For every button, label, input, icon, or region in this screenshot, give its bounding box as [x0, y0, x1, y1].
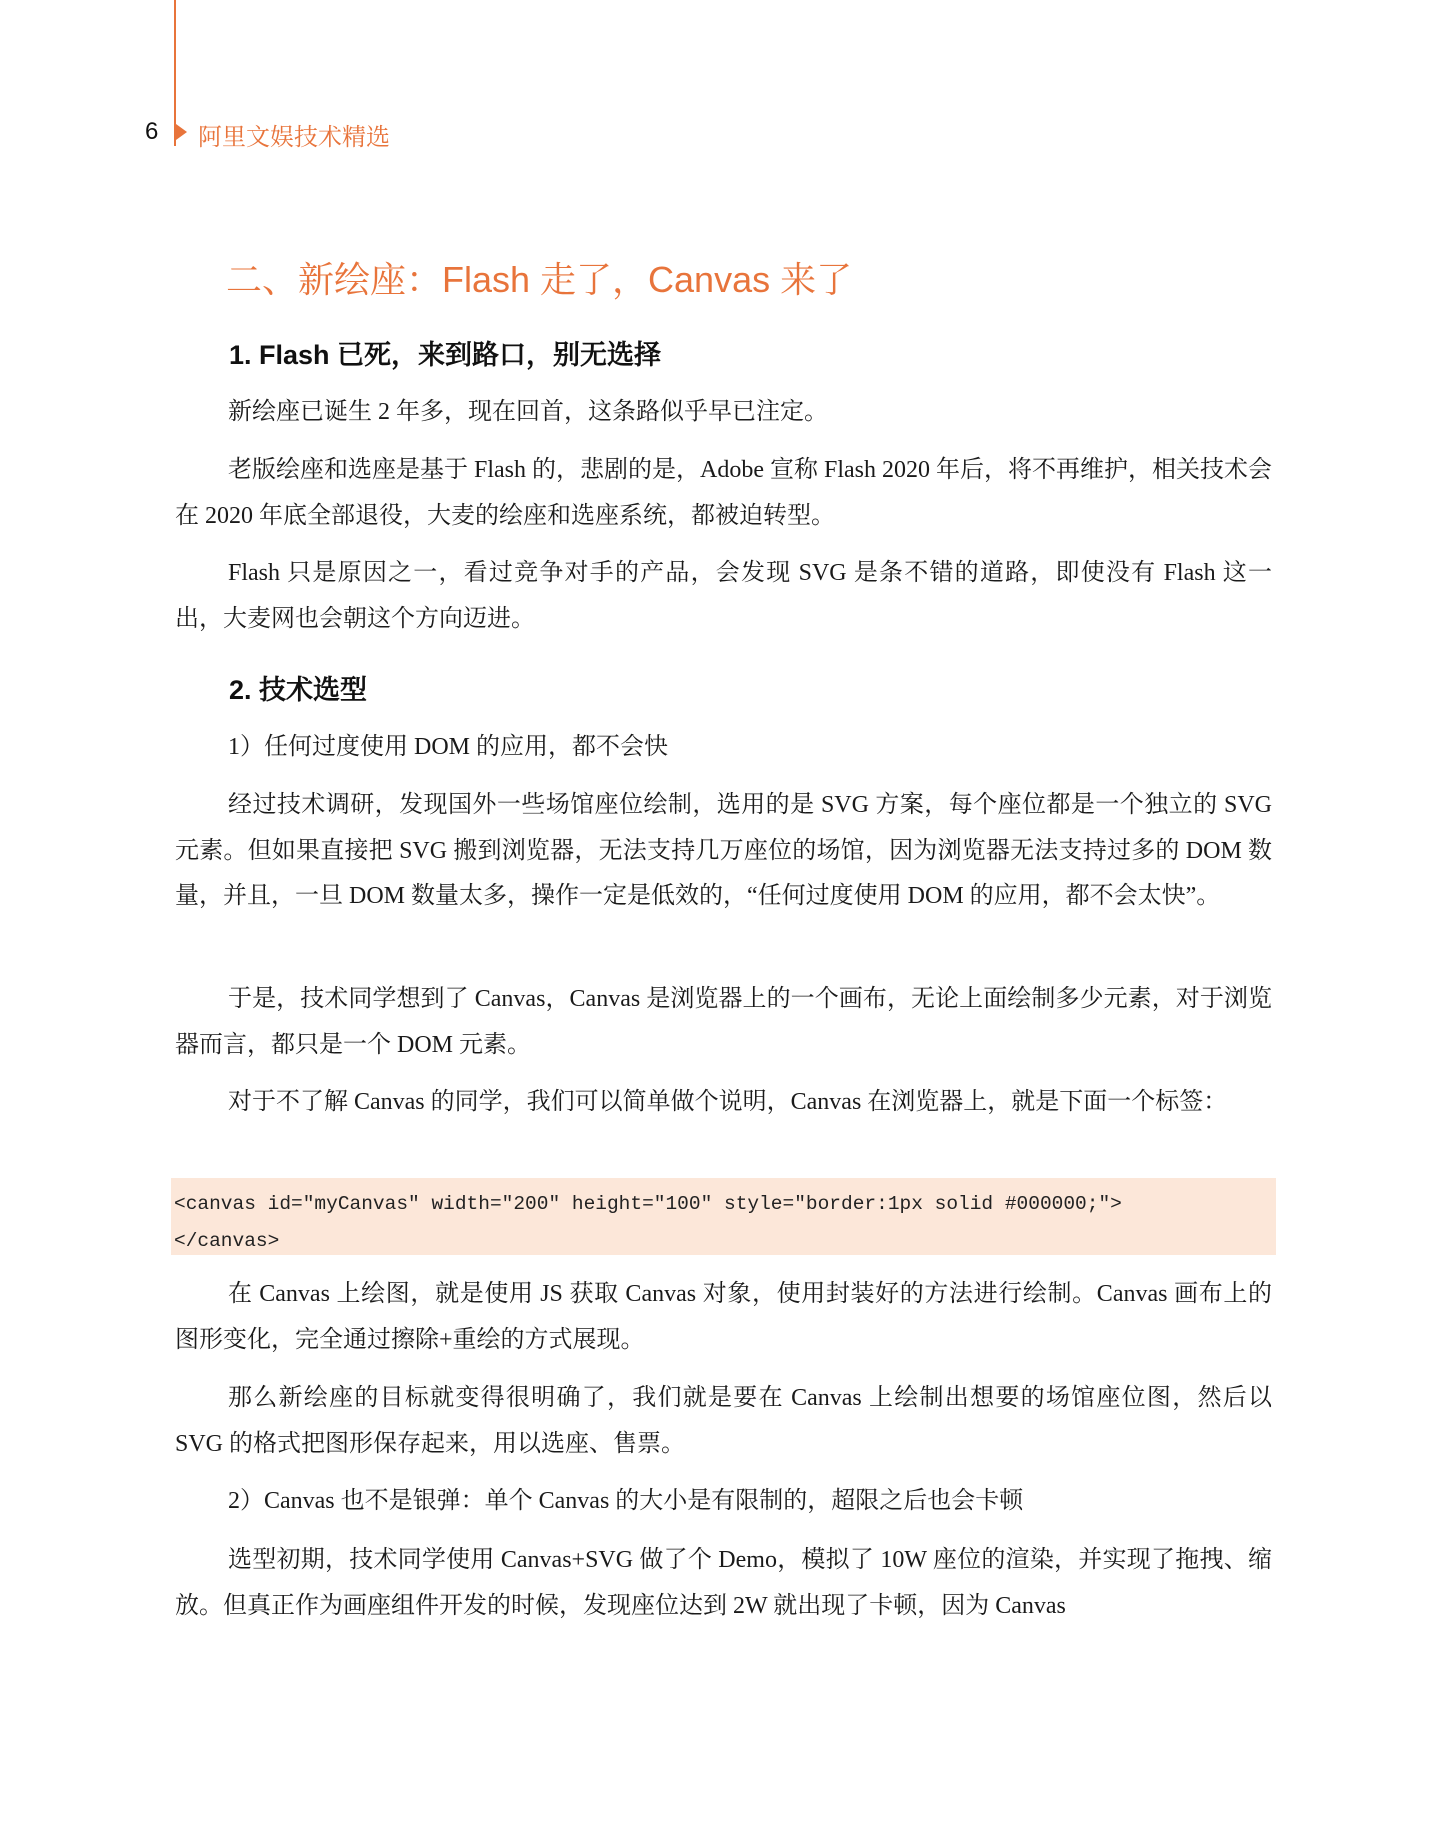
subsection-title: 2. 技术选型: [229, 675, 368, 705]
paragraph: 新绘座已诞生 2 年多，现在回首，这条路似乎早已注定。: [228, 399, 828, 425]
paragraph: 于是，技术同学想到了 Canvas，Canvas 是浏览器上的一个画布，无论上面绘制多少元素，对于浏览器而言，都只是一个 DOM 元素。: [175, 986, 1272, 1058]
paragraph: 那么新绘座的目标就变得很明确了，我们就是要在 Canvas 上绘制出想要的场馆座位图，然后以 SVG 的格式把图形保存起来，用以选座、售票。: [175, 1385, 1272, 1457]
code-block: <canvas id="myCanvas" width="200" height="100" style="border:1px solid #000000;"> </canvas>: [171, 1178, 1276, 1255]
subsection-title: 1. Flash 已死，来到路口，别无选择: [229, 340, 662, 370]
triangle-marker-icon: [176, 124, 187, 140]
paragraph: Flash 只是原因之一，看过竞争对手的产品，会发现 SVG 是条不错的道路，即使没有 Flash 这一出，大麦网也会朝这个方向迈进。: [175, 560, 1272, 632]
page-number: 6: [145, 118, 159, 145]
paragraph: 2）Canvas 也不是银弹：单个 Canvas 的大小是有限制的，超限之后也会卡顿: [228, 1488, 1024, 1514]
paragraph: 在 Canvas 上绘图，就是使用 JS 获取 Canvas 对象，使用封装好的方法进行绘制。Canvas 画布上的图形变化，完全通过擦除+重绘的方式展现。: [175, 1281, 1272, 1353]
paragraph: 选型初期，技术同学使用 Canvas+SVG 做了个 Demo，模拟了 10W 座位的渲染，并实现了拖拽、缩放。但真正作为画座组件开发的时候，发现座位达到 2W 就出现了卡顿，因为 Canvas: [175, 1547, 1272, 1619]
paragraph: 老版绘座和选座是基于 Flash 的，悲剧的是，Adobe 宣称 Flash 2020 年后，将不再维护，相关技术会在 2020 年底全部退役，大麦的绘座和选座系统，都被迫转型。: [175, 457, 1272, 529]
paragraph: 经过技术调研，发现国外一些场馆座位绘制，选用的是 SVG 方案，每个座位都是一个独立的 SVG 元素。但如果直接把 SVG 搬到浏览器，无法支持几万座位的场馆，因为浏览器无法支持过多的 DOM 数量，并且，一旦 DOM 数量太多，操作一定是低效的，“任何过度使用 DOM 的应用，都不会太快”。: [175, 792, 1272, 909]
paragraph: 1）任何过度使用 DOM 的应用，都不会快: [228, 734, 669, 760]
paragraph: 对于不了解 Canvas 的同学，我们可以简单做个说明，Canvas 在浏览器上，就是下面一个标签：: [228, 1089, 1228, 1115]
section-title: 二、新绘座：Flash 走了，Canvas 来了: [226, 259, 853, 300]
running-title: 阿里文娱技术精选: [198, 124, 390, 151]
